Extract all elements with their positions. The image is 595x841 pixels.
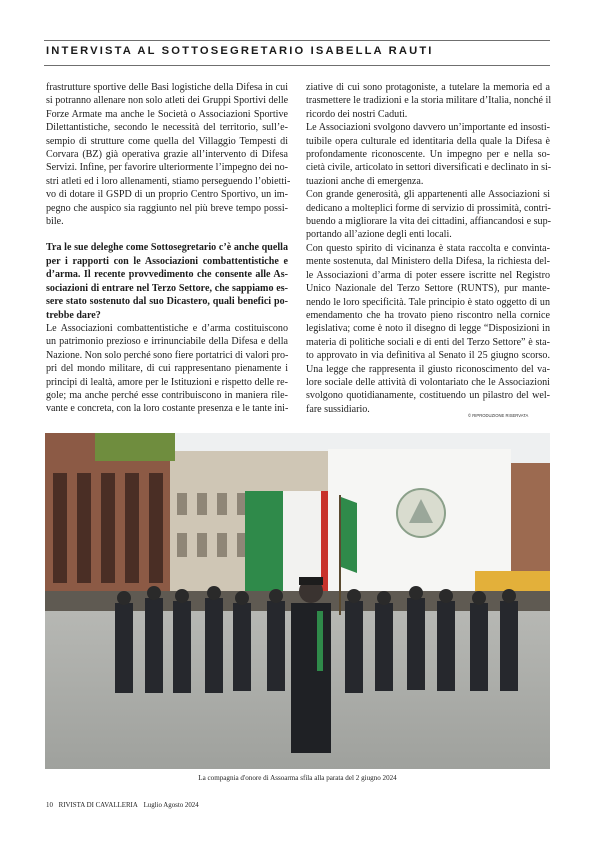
text-line: Nazione. Non solo perché sono fiere portatrici di valori pro- <box>46 349 289 361</box>
text-line: vante e concreta, con la loro costante presenza e le tante ini- <box>46 403 289 415</box>
tricolor-white <box>283 491 321 591</box>
text-line: vo di dotare il GSPD di un proprio Centro Sportivo, un im- <box>46 189 288 201</box>
text-line: sempio di strutture come quella del Villaggio Tempesti di <box>46 135 288 147</box>
copyright-notice: © RIPRODUZIONE RISERVATA <box>468 413 529 418</box>
text-line: portando all’azione degli enti locali. <box>306 229 452 241</box>
left-para-2 <box>46 322 288 416</box>
page-number: 10 <box>46 802 53 809</box>
text-line: svolgono quotidianamente, costituendo un pilastro del wel- <box>306 390 550 402</box>
trees <box>95 433 175 461</box>
parade-illustration <box>45 433 550 769</box>
text-line: dedicano a molteplici forme di servizio di prossimità, contri- <box>306 202 551 214</box>
text-line: fare sussidiario. <box>306 403 370 415</box>
interview-question <box>46 241 288 321</box>
text-line: si potranno allenare non solo atleti dei Gruppi Sportivi delle <box>46 95 289 107</box>
right-para-1 <box>306 81 550 121</box>
text-line: sere stato sostenuto dal suo Dicastero, quali benefici po- <box>46 296 288 308</box>
flag-pole <box>339 495 341 615</box>
text-line: le Associazioni d’arma di poter essere iscritte nel Registro <box>306 269 550 281</box>
lead-soldier-ribbon <box>317 611 323 671</box>
text-line: pegno che auspico sia raggiunto nel più breve tempo possi- <box>46 202 288 214</box>
right-column <box>306 81 550 416</box>
text-line: d’arma. Il recente provvedimento che consente alle As- <box>46 269 288 281</box>
lead-soldier <box>291 603 331 753</box>
left-column <box>46 81 291 416</box>
text-line: buendo a migliorare la vita dei cittadini, affiancandosi e sup- <box>306 216 551 228</box>
text-line: principi di lealtà, amore per le Istituzioni e rispetto delle re- <box>46 376 288 388</box>
text-line: to approvato in via definitiva al Senato il 25 giugno scorso. <box>306 350 550 362</box>
lead-soldier-cap <box>299 577 323 585</box>
text-line: per i rapporti con le Associazioni combattentistiche e <box>46 255 288 267</box>
header-top-rule <box>44 40 550 41</box>
text-line: ziative di cui sono protagoniste, a tutelare la memoria ed a <box>306 82 550 93</box>
paragraph-gap <box>46 228 288 241</box>
tricolor-green <box>245 491 283 591</box>
text-line: profondamente riconoscente. Un impegno per e nella so- <box>306 149 550 161</box>
page-footer <box>46 802 203 809</box>
right-para-3 <box>306 188 550 242</box>
text-line: Una legge che rappresenta il giusto riconoscimento del va- <box>306 363 550 375</box>
text-line: Unico Nazionale del Terzo Settore (RUNTS), pur mante- <box>306 283 550 295</box>
left-para-1 <box>46 81 291 228</box>
text-line: mente sostenuta, dal Ministero della Difesa, la richiesta del- <box>306 256 550 268</box>
text-line: tuibile opera culturale ed identitaria della quale la Difesa è <box>306 135 550 147</box>
text-line: bile. <box>46 216 64 228</box>
right-para-4 <box>306 242 550 416</box>
text-line: Corvara (BZ) già operativa grazie all’intervento di Difesa <box>46 149 288 161</box>
text-line: Con grande generosità, gli appartenenti alle Associazioni si <box>306 189 550 201</box>
flag-cloth <box>341 497 357 573</box>
text-line: legislativa; come è noto il disegno di legge “Disposizioni in <box>306 323 550 335</box>
photo-caption: La compagnia d'onore di Assoarma sfila alla parata del 2 giugno 2024 <box>198 774 397 782</box>
text-line: gole; ma anche perché esse contribuiscono in maniera rile- <box>46 389 288 401</box>
parade-photo <box>45 433 550 769</box>
text-line: cietà civile, articolato in settori diversificati e declinato in si- <box>306 162 552 174</box>
text-line: Dilettantistiche, secondo le necessità del territorio, sull’e- <box>46 122 288 134</box>
text-line: nendo le loro specificità. Tale principio è stato oggetto di un <box>306 296 550 308</box>
text-line: lore sociale delle attività di volontariato che le Associazioni <box>306 376 550 388</box>
right-para-2 <box>306 121 550 188</box>
text-line: emendamento che ha trovato pieno riscontro nella cornice <box>306 309 550 321</box>
text-line: un patrimonio prezioso e irrinunciabile della Difesa e della <box>46 336 288 348</box>
text-line: trasmettere le tradizioni e la storia militare d’Italia, nonché il <box>306 95 552 107</box>
text-line: pri del mondo militare, di cui rappresentano pienamente i <box>46 363 288 375</box>
text-line: tuazioni anche di emergenza. <box>306 175 424 187</box>
text-line: trebbe dare? <box>46 309 101 321</box>
text-line: Tra le sue deleghe come Sottosegretario c’è anche quella <box>46 242 288 254</box>
text-line: Le Associazioni svolgono davvero un’importante ed insosti- <box>306 122 550 134</box>
magazine-name: RIVISTA DI CAVALLERIA <box>58 802 138 809</box>
text-line: Con questo spirito di vicinanza è stata raccolta e convinta- <box>306 242 550 254</box>
text-line: materia di politiche sociali e di enti del Terzo Settore” è sta- <box>306 336 550 348</box>
text-line: stri atleti ed i loro allenamenti, stiamo perseguendo l’obietti- <box>46 175 291 187</box>
text-line: Servizi. Infine, per favorire ulteriormente l’impegno dei no- <box>46 162 288 174</box>
text-line: frastrutture sportive delle Basi logistiche della Difesa in cui <box>46 82 288 93</box>
text-line: sociazioni di entrare nel Terzo Settore, che sappiamo es- <box>46 282 288 294</box>
text-line: Le Associazioni combattentistiche e d’arma costituiscono <box>46 322 288 334</box>
issue-date: Luglio Agosto 2024 <box>143 802 199 809</box>
section-header: INTERVISTA AL SOTTOSEGRETARIO ISABELLA RAUTI <box>46 45 434 57</box>
text-line: Forze Armate ma anche le Società o Associazioni Sportive <box>46 108 288 120</box>
header-bottom-rule <box>44 65 550 66</box>
text-line: ricordo dei nostri Caduti. <box>306 108 408 120</box>
